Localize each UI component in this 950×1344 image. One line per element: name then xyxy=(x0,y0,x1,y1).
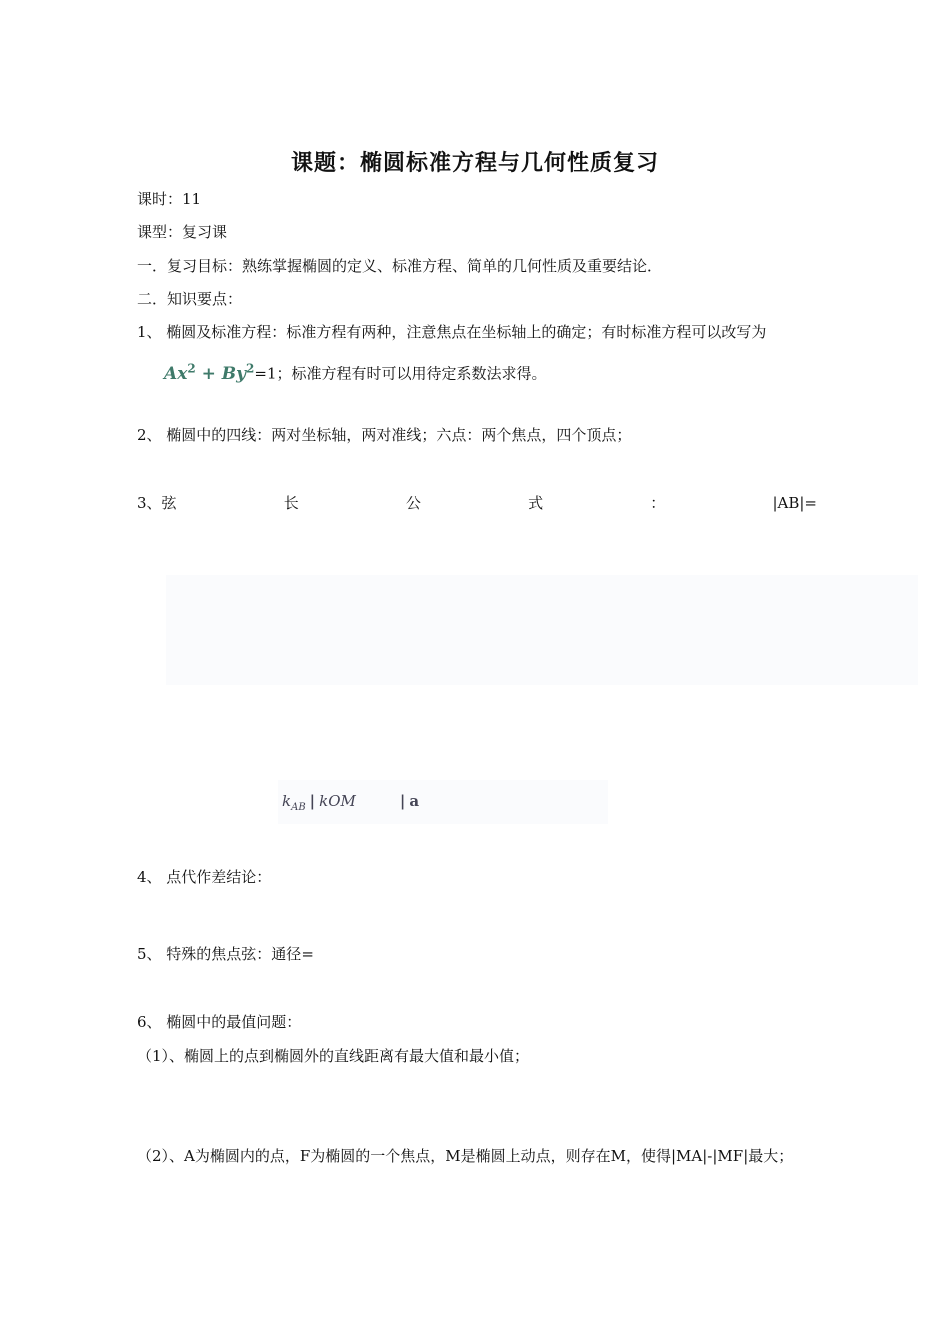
point-4-line: 4、 点代作差结论： xyxy=(137,868,272,886)
key-points-heading: 二．知识要点： xyxy=(137,290,243,308)
period-line: 课时：11 xyxy=(137,190,202,208)
page-title: 课题：椭圆标准方程与几何性质复习 xyxy=(290,151,659,176)
chord-word-1: 3、弦 xyxy=(137,494,177,512)
lesson-type-line: 课型：复习课 xyxy=(137,223,228,241)
equation-image: $Ax^2 + By^2$ xyxy=(164,361,255,384)
point-6-line: 6、 椭圆中的最值问题： xyxy=(137,1013,302,1031)
formula-image-area xyxy=(166,575,918,685)
slope-formula: $k_{AB}$ | kOM | a xyxy=(282,792,420,813)
chord-word-2: 长 xyxy=(283,494,299,512)
chord-word-4: 式 xyxy=(528,494,544,512)
point-3-chord-line xyxy=(137,493,817,513)
chord-word-5: ： xyxy=(650,494,666,512)
point-6-2-line: （2）、A为椭圆内的点，F为椭圆的一个焦点，M是椭圆上动点，则存在M，使得|MA|-|MF|最大； xyxy=(137,1147,794,1165)
chord-word-6: |AB|= xyxy=(772,494,817,512)
point-2-line: 2、 椭圆中的四线：两对坐标轴，两对准线；六点：两个焦点，四个顶点； xyxy=(137,426,632,444)
goal-line: 一．复习目标：熟练掌握椭圆的定义、标准方程、简单的几何性质及重要结论． xyxy=(137,257,663,275)
point-1-line: 1、 椭圆及标准方程：标准方程有两种，注意焦点在坐标轴上的确定；有时标准方程可以改写为 xyxy=(137,323,767,341)
point-1-equation xyxy=(164,358,547,384)
chord-word-3: 公 xyxy=(405,494,421,512)
point-6-1-line: （1）、椭圆上的点到椭圆外的直线距离有最大值和最小值； xyxy=(137,1047,530,1065)
equation-tail: =1；标准方程有时可以用待定系数法求得。 xyxy=(254,364,547,383)
point-5-line: 5、 特殊的焦点弦：通径= xyxy=(137,945,314,963)
